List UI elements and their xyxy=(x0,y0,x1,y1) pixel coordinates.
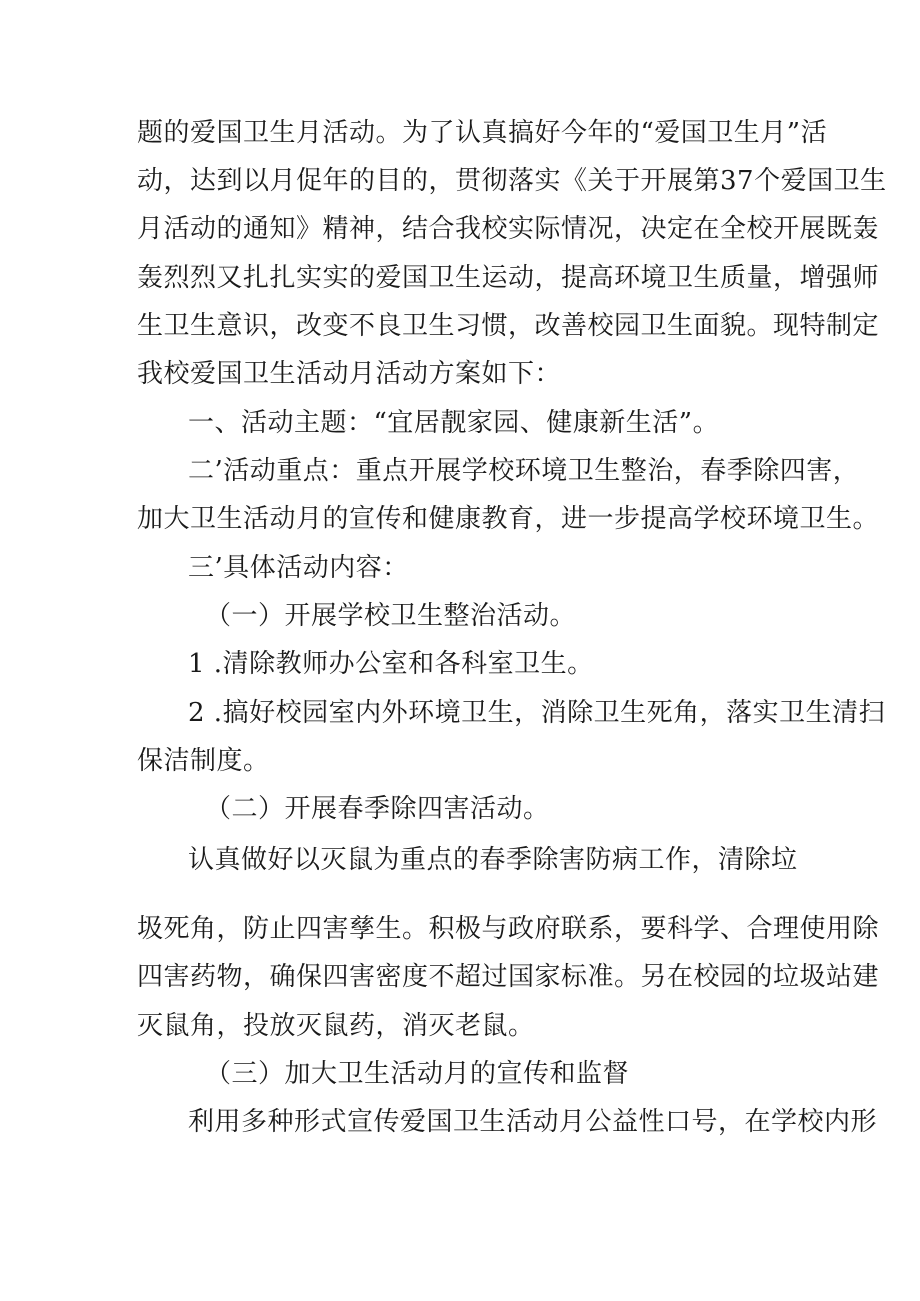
text-line: 二’活动重点：重点开展学校环境卫生整治，春季除四害， xyxy=(188,456,860,486)
text-line: 四害药物，确保四害密度不超过国家标准。另在校园的垃圾站建 xyxy=(137,962,880,992)
text-line: 轰烈烈又扎扎实实的爱国卫生运动，提高环境卫生质量，增强师 xyxy=(137,263,880,293)
text-line: 利用多种形式宣传爱国卫生活动月公益性口号，在学校内形 xyxy=(188,1107,878,1137)
text-line: 三’具体活动内容： xyxy=(188,553,409,583)
text-line: （一）开展学校卫生整治活动。 xyxy=(205,601,577,631)
text-line: 圾死角，防止四害孳生。积极与政府联系，要科学、合理使用除 xyxy=(137,914,880,944)
text-line: （二）开展春季除四害活动。 xyxy=(205,794,550,824)
text-line: 保洁制度。 xyxy=(137,746,270,776)
text-line: 1 .清除教师办公室和各科室卫生。 xyxy=(188,649,594,679)
text-line: 加大卫生活动月的宣传和健康教育，进一步提高学校环境卫生。 xyxy=(137,504,880,534)
text-line: 动，达到以月促年的目的，贯彻落实《关于开展第37个爱国卫生 xyxy=(137,166,887,196)
text-line: 一、活动主题：“宜居靓家园、健康新生活”。 xyxy=(188,408,720,438)
text-line: 题的爱国卫生月活动。为了认真搞好今年的“爱国卫生月”活 xyxy=(137,118,828,148)
text-line: 我校爱国卫生活动月活动方案如下： xyxy=(137,359,562,389)
text-line: 认真做好以灭鼠为重点的春季除害防病工作，清除垃 xyxy=(188,845,798,875)
text-line: 2 .搞好校园室内外环境卫生，消除卫生死角，落实卫生清扫 xyxy=(188,698,886,728)
text-line: （三）加大卫生活动月的宣传和监督 xyxy=(205,1059,630,1089)
text-line: 灭鼠角，投放灭鼠药，消灭老鼠。 xyxy=(137,1011,535,1041)
text-line: 月活动的通知》精神，结合我校实际情况，决定在全校开展既轰 xyxy=(137,214,880,244)
text-line: 生卫生意识，改变不良卫生习惯，改善校园卫生面貌。现特制定 xyxy=(137,311,880,341)
